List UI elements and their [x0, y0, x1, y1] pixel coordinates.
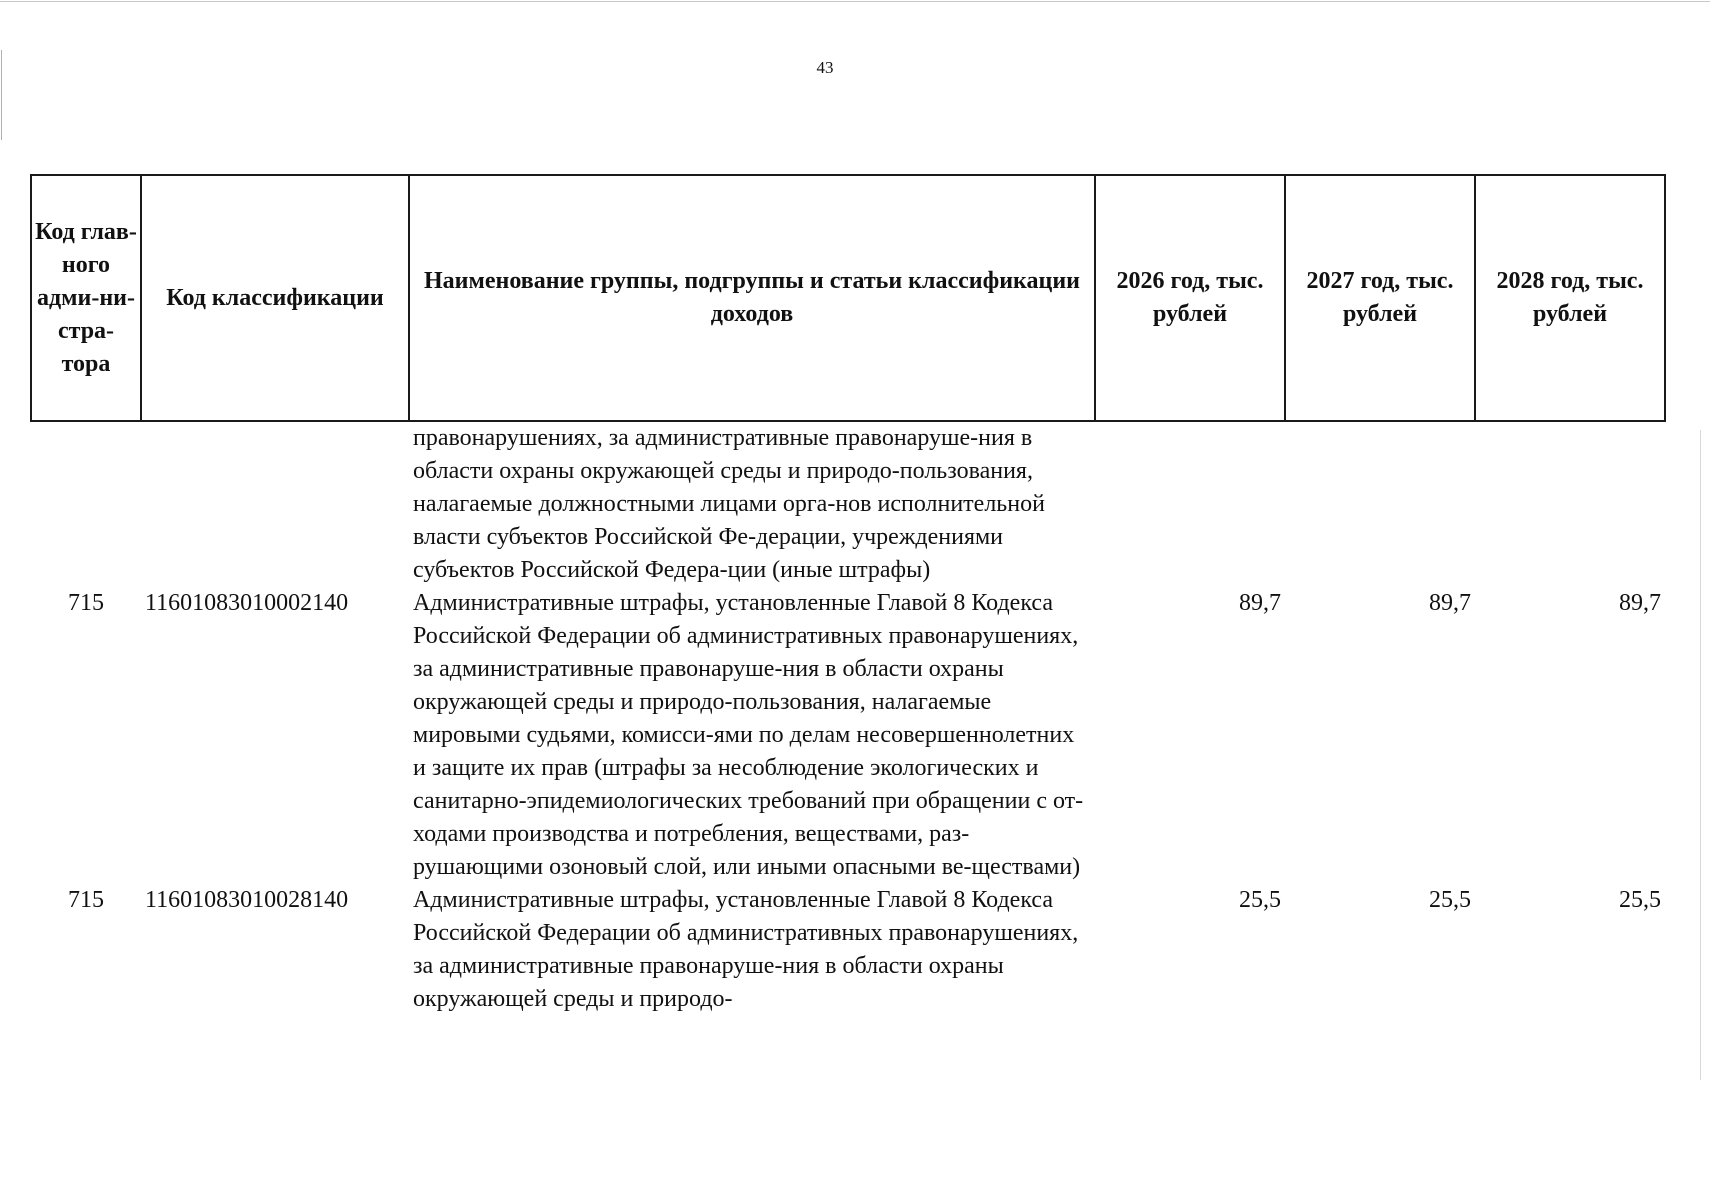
header-classification-code	[141, 175, 409, 421]
cell-2028	[1475, 421, 1665, 587]
header-2026-label: 2026 год, тыс. рублей	[1116, 268, 1264, 327]
cell-name: Административные штрафы, установленные Главой 8 Кодекса Российской Федерации об административных правонарушениях, за административные правонаруше-ния в области охраны окружающей среды и природо-пользования, налагаемые мировыми судьями, комисси-ями по делам несовершеннолетних и защите их прав (штрафы за несоблюдение экологических и санитарно-эпидемиологических требований при обращении с от-ходами производства и потребления, веществами, раз-рушающими озоновый слой, или иными опасными ве-ществами)	[413, 590, 1084, 880]
revenue-table	[30, 174, 1666, 1016]
header-name	[409, 175, 1095, 421]
scan-border-right	[1700, 430, 1701, 1080]
header-classification-code-label: Код классификации	[166, 284, 384, 311]
header-2028	[1475, 175, 1665, 421]
header-2027-label: 2027 год, тыс. рублей	[1306, 268, 1454, 327]
cell-2026	[1095, 421, 1285, 587]
header-2028-label: 2028 год, тыс. рублей	[1496, 268, 1644, 327]
header-name-label: Наименование группы, подгруппы и статьи классификации доходов	[424, 268, 1080, 327]
table-row	[31, 421, 1665, 587]
cell-code	[141, 421, 409, 587]
cell-admin: 715	[68, 887, 104, 913]
cell-admin: 715	[68, 590, 104, 616]
header-admin-code	[31, 175, 141, 421]
cell-2028: 25,5	[1619, 887, 1661, 913]
cell-code: 11601083010002140	[145, 590, 349, 616]
cell-2027: 89,7	[1429, 590, 1471, 616]
table-row	[31, 587, 1665, 884]
cell-2027: 25,5	[1429, 887, 1471, 913]
cell-2028: 89,7	[1619, 590, 1661, 616]
table-header-row	[31, 175, 1665, 421]
table-row	[31, 884, 1665, 1016]
header-2027	[1285, 175, 1475, 421]
cell-admin	[31, 421, 141, 587]
cell-2026: 25,5	[1239, 887, 1281, 913]
cell-2027	[1285, 421, 1475, 587]
cell-code: 11601083010028140	[145, 887, 349, 913]
page-number: 43	[816, 58, 834, 77]
header-2026	[1095, 175, 1285, 421]
scan-border-top	[0, 1, 1710, 2]
cell-name: Административные штрафы, установленные Главой 8 Кодекса Российской Федерации об административных правонарушениях, за административные правонаруше-ния в области охраны окружающей среды и природо-	[413, 887, 1079, 1012]
cell-name: правонарушениях, за административные правонаруше-ния в области охраны окружающей среды и природо-пользования, налагаемые должностными лицами орга-нов исполнительной власти субъектов Российской Фе-дерации, учреждениями субъектов Российской Федера-ции (иные штрафы)	[413, 425, 1045, 583]
cell-2026: 89,7	[1239, 590, 1281, 616]
header-admin-code-label: Код глав-ного адми-ни-стра-тора	[35, 218, 137, 377]
